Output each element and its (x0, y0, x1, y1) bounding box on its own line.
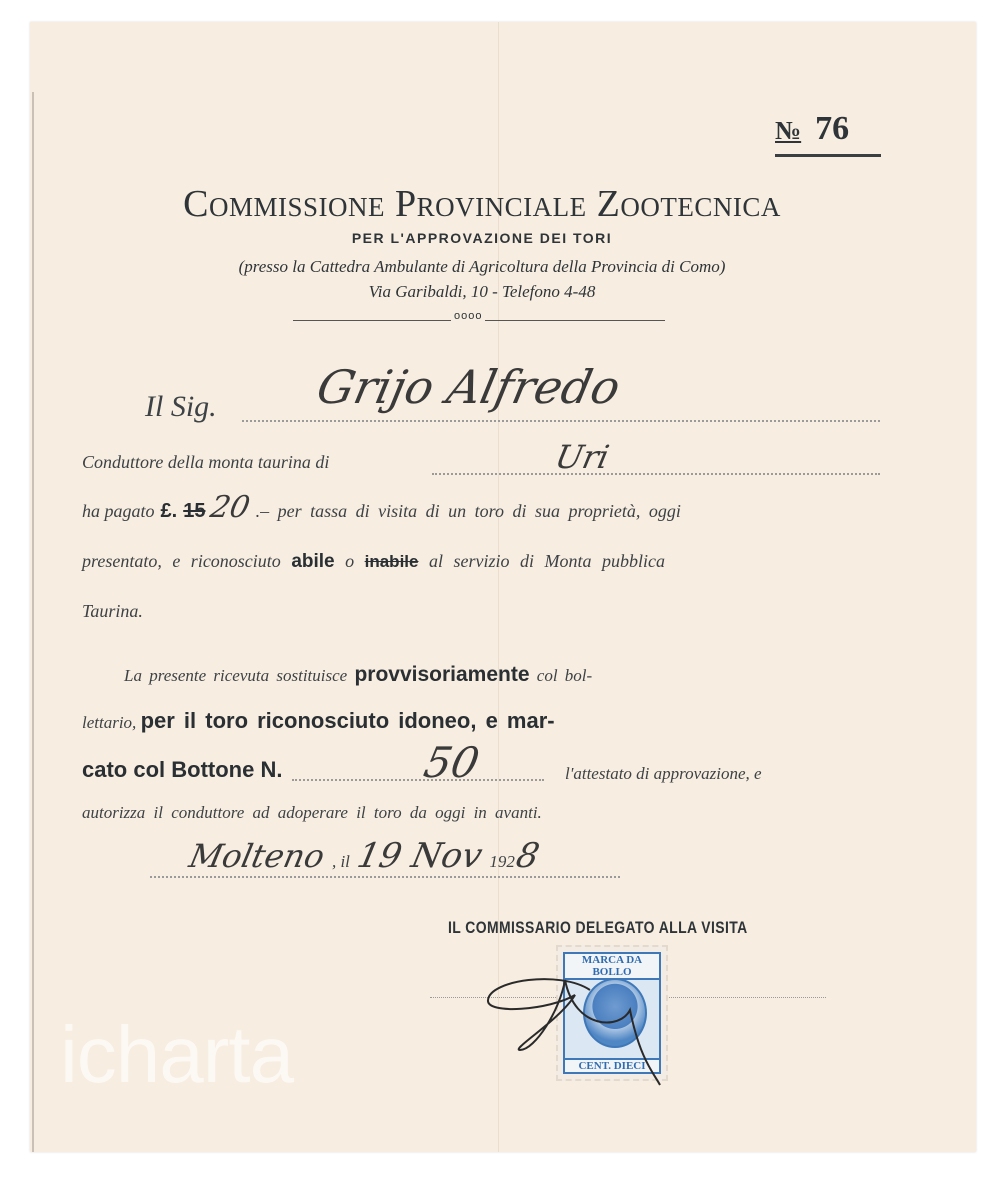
bottone-number: 50 (419, 738, 484, 787)
address: Via Garibaldi, 10 - Telefono 4-48 (368, 282, 596, 301)
date-year-printed: 192 (489, 852, 515, 871)
sig-handwritten-name: Grijo Alfredo (312, 360, 626, 414)
commissario-label: IL COMMISSARIO DELEGATO ALLA VISITA (448, 918, 748, 937)
paid-currency: £. (160, 500, 178, 522)
para2-text: lettario, (82, 713, 137, 732)
document-title: Commissione Provinciale Zootecnica (183, 183, 781, 225)
date-line (185, 836, 543, 876)
para2-bold: per il toro riconosciuto idoneo, e mar- (140, 708, 555, 733)
abile-word: abile (291, 551, 335, 572)
paid-line (82, 490, 681, 525)
date-place: Molteno (185, 837, 328, 875)
date-dotted-line (150, 876, 620, 878)
or-word: o (345, 551, 355, 571)
signature-scribble (480, 940, 680, 1090)
abile-line (82, 551, 665, 573)
line2-end: al servizio di Monta pubblica (428, 551, 665, 571)
location-note: (presso la Cattedra Ambulante di Agricoltura della Provincia di Como) (238, 257, 726, 276)
bottone-label: cato col Bottone N. (82, 757, 283, 782)
sig-label: Il Sig. (145, 390, 217, 423)
para-line4: autorizza il conduttore ad adoperare il toro da oggi in avanti. (82, 803, 542, 822)
number-value: 76 (815, 110, 850, 147)
divider-ornament: oooo (451, 310, 485, 322)
taurina-text: Taurina. (82, 601, 143, 621)
para-text-end: col bol- (536, 666, 593, 685)
para3-end: l'attestato di approvazione, e (565, 764, 762, 783)
number-symbol: № (775, 116, 802, 145)
number-underline (775, 154, 881, 157)
bottone-dotted-line (292, 779, 544, 781)
provvisoriamente: provvisoriamente (354, 663, 530, 686)
stamp-bottom-text: CENT. DIECI (565, 1058, 659, 1072)
date-il: , il (331, 852, 350, 871)
inabile-struck: inabile (364, 552, 419, 571)
para-line2 (82, 708, 555, 734)
para-line3 (82, 757, 282, 783)
line2-text: presentato, e riconosciuto (82, 551, 281, 571)
document-number (775, 110, 849, 148)
para-line1 (124, 663, 592, 687)
date-year-handwritten: 8 (512, 836, 543, 876)
paid-suffix: .– per tassa di visita di un toro di sua proprietà, oggi (255, 501, 681, 521)
para-text: La presente ricevuta sostituisce (124, 666, 348, 685)
sig-dotted-line (242, 420, 880, 422)
document-subtitle: PER L'APPROVAZIONE DEI TORI (351, 230, 613, 246)
date-day-month: 19 Nov (353, 836, 486, 876)
watermark: icharta (60, 1010, 294, 1099)
paid-handwritten-amount: 20 (207, 490, 254, 525)
conduttore-dotted-line (432, 473, 880, 475)
conduttore-handwritten: Uri (551, 438, 613, 476)
conduttore-label: Conduttore della monta taurina di (82, 452, 330, 472)
paid-printed-amount: 15 (183, 500, 206, 522)
paid-label: ha pagato (82, 501, 155, 521)
paper-edge (32, 92, 34, 1152)
stamp-top-text: MARCA DA BOLLO (565, 954, 659, 980)
